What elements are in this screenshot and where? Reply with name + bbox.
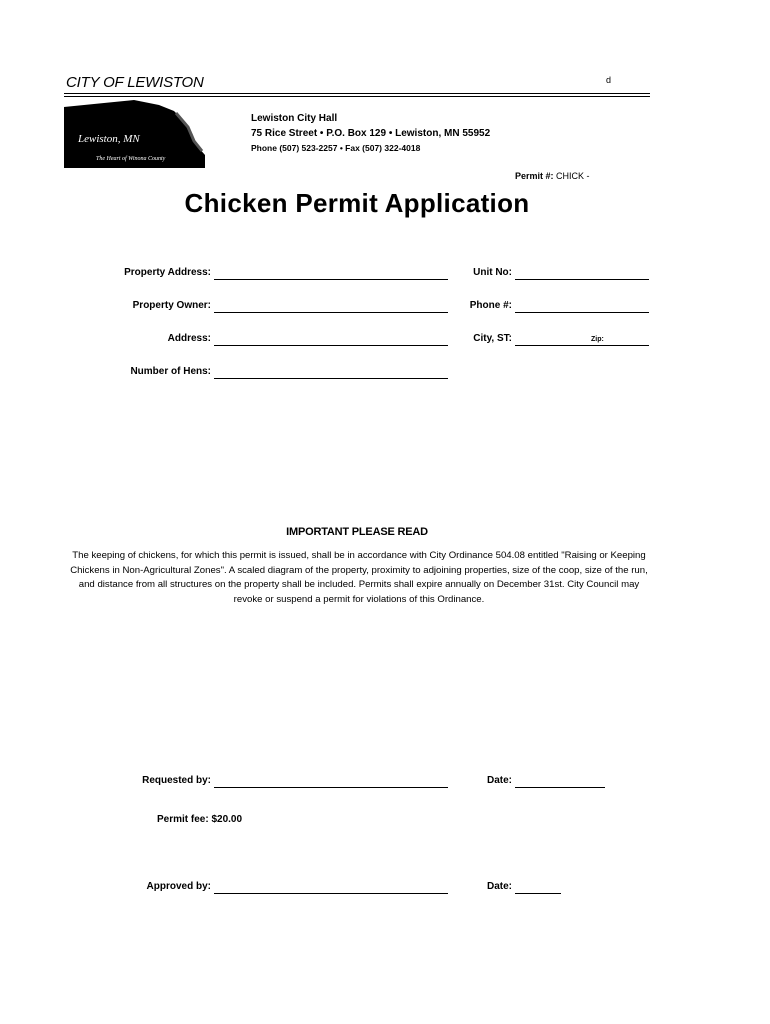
number-of-hens-field[interactable] bbox=[214, 378, 448, 379]
logo-tagline: The Heart of Winona County bbox=[96, 156, 166, 162]
date-label-1: Date: bbox=[486, 775, 512, 786]
date-label-2: Date: bbox=[486, 881, 512, 892]
city-st-label: City, ST: bbox=[473, 333, 512, 344]
corner-mark: d bbox=[606, 75, 612, 85]
number-of-hens-label: Number of Hens: bbox=[130, 366, 211, 377]
address-line-3: Phone (507) 523-2257 • Fax (507) 322-4018 bbox=[251, 143, 421, 153]
zip-label: Zip: bbox=[591, 336, 604, 343]
requested-by-field[interactable] bbox=[214, 787, 448, 788]
unit-no-label: Unit No: bbox=[473, 267, 512, 278]
header-rule-thick bbox=[64, 93, 650, 94]
date-field-1[interactable] bbox=[515, 787, 605, 788]
property-address-label: Property Address: bbox=[124, 267, 211, 278]
address-label: Address: bbox=[167, 333, 211, 344]
approved-by-label: Approved by: bbox=[146, 881, 211, 892]
permit-fee: Permit fee: $20.00 bbox=[157, 814, 243, 825]
address-field[interactable] bbox=[214, 345, 448, 346]
property-owner-label: Property Owner: bbox=[132, 300, 211, 311]
city-name: CITY OF LEWISTON bbox=[66, 74, 204, 91]
permit-number bbox=[515, 171, 590, 181]
requested-by-label: Requested by: bbox=[142, 775, 211, 786]
unit-no-field[interactable] bbox=[515, 279, 649, 280]
permit-number-label: Permit #: bbox=[515, 171, 554, 181]
address-line-2: 75 Rice Street • P.O. Box 129 • Lewiston, MN 55952 bbox=[251, 128, 491, 139]
notice-heading: IMPORTANT PLEASE READ bbox=[286, 526, 428, 538]
phone-field[interactable] bbox=[515, 312, 649, 313]
date-field-2[interactable] bbox=[515, 893, 561, 894]
city-st-field[interactable] bbox=[515, 345, 649, 346]
property-owner-field[interactable] bbox=[214, 312, 448, 313]
address-line-1: Lewiston City Hall bbox=[251, 113, 338, 124]
city-logo bbox=[64, 97, 205, 168]
property-address-field[interactable] bbox=[214, 279, 448, 280]
logo-text: Lewiston, MN bbox=[78, 133, 140, 145]
notice-body: The keeping of chickens, for which this permit is issued, shall be in accordance with City Ordinance 504.08 entitled "Raising or Keeping Chickens in Non-Agricultural Zones". A scaled diagram of the property, proximity to adjoining properties, size of the coop, size of the run, and distance from all structures on the property shall be included. Permits shall expire annually on December 31st. City Council may revoke or suspend a permit for violations of this Ordinance. bbox=[70, 550, 648, 605]
permit-number-value: CHICK - bbox=[556, 171, 590, 181]
phone-label: Phone #: bbox=[469, 300, 512, 311]
page-title: Chicken Permit Application bbox=[184, 188, 530, 218]
approved-by-field[interactable] bbox=[214, 893, 448, 894]
